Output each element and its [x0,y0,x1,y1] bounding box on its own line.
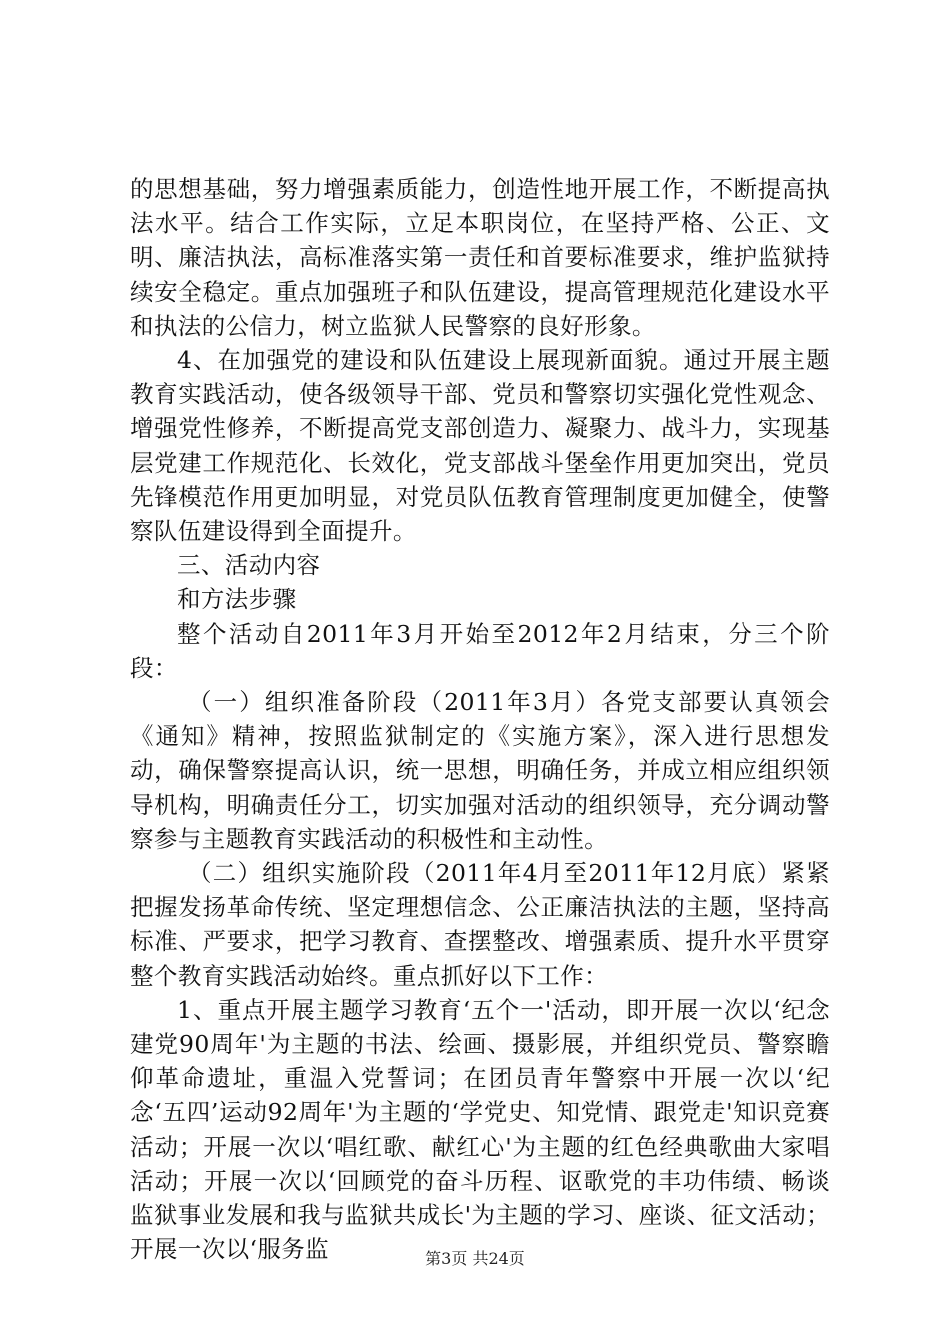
paragraph-schedule: 整个活动自2011年3月开始至2012年2月结束，分三个阶段： [130,619,830,682]
paragraph-continuation: 的思想基础，努力增强素质能力，创造性地开展工作，不断提高执法水平。结合工作实际，立足本职岗位，在坚持严格、公正、文明、廉洁执法，高标准落实第一责任和首要标准要求，维护监狱持续安全稳定。重点加强班子和队伍建设，提高管理规范化建设水平和执法的公信力，树立监狱人民警察的良好形象。 [130,175,830,340]
paragraph-stage-1: （一）组织准备阶段（2011年3月）各党支部要认真领会《通知》精神，按照监狱制定的《实施方案》，深入进行思想发动，确保警察提高认识，统一思想，明确任务，并成立相应组织领导机构，明确责任分工，切实加强对活动的组织领导，充分调动警察参与主题教育实践活动的积极性和主动性。 [130,688,830,853]
document-body [130,172,830,1267]
paragraph-stage-2: （二）组织实施阶段（2011年4月至2011年12月底）紧紧把握发扬革命传统、坚定理想信念、公正廉洁执法的主题，坚持高标准、严要求，把学习教育、查摆整改、增强素质、提升水平贯穿整个教育实践活动始终。重点抓好以下工作： [130,859,830,990]
paragraph-item-1: 1、重点开展主题学习教育‘五个一'活动，即开展一次以‘纪念建党90周年'为主题的书法、绘画、摄影展，并组织党员、警察瞻仰革命遗址，重温入党誓词；在团员青年警察中开展一次以‘纪念‘五四’运动92周年'为主题的‘学党史、知党情、跟党走'知识竞赛活动；开展一次以‘唱红歌、献红心'为主题的红色经典歌曲大家唱活动；开展一次以‘回顾党的奋斗历程、讴歌党的丰功伟绩、畅谈监狱事业发展和我与监狱共成长'为主题的学习、座谈、征文活动；开展一次以‘服务监 [130,995,830,1264]
section-heading-3-continued: 和方法步骤 [177,585,297,614]
page-number-footer: 第3页 共24页 [425,1249,525,1268]
paragraph-item-4: 4、在加强党的建设和队伍建设上展现新面貌。通过开展主题教育实践活动，使各级领导干部、党员和警察切实强化党性观念、增强党性修养，不断提高党支部创造力、凝聚力、战斗力，实现基层党建工作规范化、长效化，党支部战斗堡垒作用更加突出，党员先锋模范作用更加明显，对党员队伍教育管理制度更加健全，使警察队伍建设得到全面提升。 [130,346,830,546]
section-heading-3: 三、活动内容 [177,551,321,580]
